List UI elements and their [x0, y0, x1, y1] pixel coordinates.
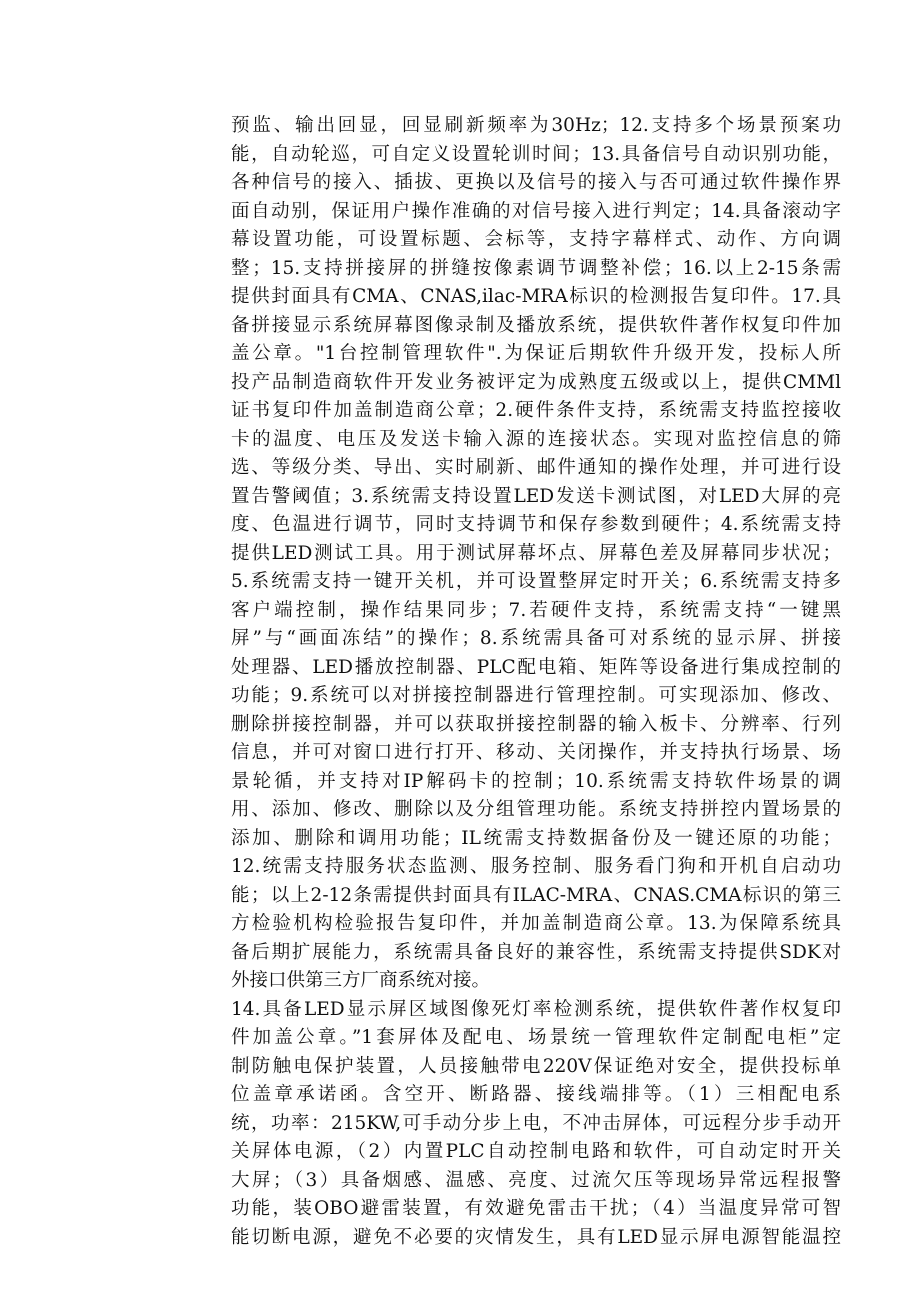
text-line: 方检验机构检验报告复印件，并加盖制造商公章。13.为保障系统具 [231, 913, 841, 934]
text-line: 用、添加、修改、删除以及分组管理功能。系统支持拼控内置场景的 [231, 799, 841, 820]
text-line: 幕设置功能，可设置标题、会标等，支持字幕样式、动作、方向调 [231, 229, 841, 250]
body-text [231, 112, 841, 1252]
text-line: 整；15.支持拼接屏的拼缝按像素调节调整补偿；16.以上2-15条需 [231, 257, 841, 279]
text-line: 添加、删除和调用功能；IL统需支持数据备份及一键还原的功能； [231, 827, 841, 849]
text-line: 盖公章。"1台控制管理软件".为保证后期软件升级开发，投标人所 [231, 343, 841, 364]
text-line: 卡的温度、电压及发送卡输入源的连接状态。实现对监控信息的筛 [231, 428, 841, 450]
text-line: 客户端控制，操作结果同步；7.若硬件支持，系统需支持“一键黑 [231, 599, 841, 621]
text-line: 屏”与“画面冻结”的操作；8.系统需具备可对系统的显示屏、拼接 [231, 628, 841, 649]
text-line: 投产品制造商软件开发业务被评定为成熟度五级或以上，提供CMMl [231, 371, 841, 393]
text-line: 度、色温进行调节，同时支持调节和保存参数到硬件；4.系统需支持 [231, 514, 841, 535]
text-line: 选、等级分类、导出、实时刷新、邮件通知的操作处理，并可进行设 [231, 457, 841, 478]
text-line: 各种信号的接入、插拔、更换以及信号的接入与否可通过软件操作界 [231, 172, 841, 193]
text-line: 置告警阈值；3.系统需支持设置LED发送卡测试图，对LED大屏的亮 [231, 485, 841, 507]
text-line: 12.统需支持服务状态监测、服务控制、服务看门狗和开机自启动功 [231, 856, 841, 877]
text-line: 能切断电源，避免不必要的灾情发生，具有LED显示屏电源智能温控 [231, 1226, 841, 1248]
text-line: 统，功率：215KW,可手动分步上电，不冲击屏体，可远程分步手动开 [231, 1112, 841, 1134]
text-line: 关屏体电源，（2）内置PLC自动控制电路和软件，可自动定时开关 [231, 1141, 841, 1162]
text-line: 提供LED测试工具。用于测试屏幕坏点、屏幕色差及屏幕同步状况； [231, 542, 841, 564]
text-line: 大屏；（3）具备烟感、温感、亮度、过流欠压等现场异常远程报警 [231, 1169, 841, 1191]
text-line: 能；以上2-12条需提供封面具有ILAC-MRA、CNAS.CMA标识的第三 [231, 884, 841, 906]
text-line: 证书复印件加盖制造商公章；2.硬件条件支持，系统需支持监控接收 [231, 400, 841, 421]
text-line: 提供封面具有CMA、CNAS,ilac-MRA标识的检测报告复印件。17.具 [231, 286, 841, 307]
text-line: 备拼接显示系统屏幕图像录制及播放系统，提供软件著作权复印件加 [231, 314, 841, 336]
text-line: 能，自动轮巡，可自定义设置轮训时间；13.具备信号自动识别功能， [231, 143, 841, 165]
text-line: 备后期扩展能力，系统需具备良好的兼容性，系统需支持提供SDK对 [231, 941, 841, 963]
text-line: 5.系统需支持一键开关机，并可设置整屏定时开关；6.系统需支持多 [231, 571, 841, 592]
text-line: 位盖章承诺函。含空开、断路器、接线端排等。（1）三相配电系 [231, 1084, 841, 1105]
text-line: 功能；9.系统可以对拼接控制器进行管理控制。可实现添加、修改、 [231, 685, 841, 706]
text-line: 删除拼接控制器，并可以获取拼接控制器的输入板卡、分辨率、行列 [231, 713, 841, 735]
text-line: 信息，并可对窗口进行打开、移动、关闭操作，并支持执行场景、场 [231, 742, 841, 763]
text-line: 功能，装OBO避雷装置，有效避免雷击干扰；（4）当温度异常可智 [231, 1198, 841, 1219]
text-line: 景轮循，并支持对IP解码卡的控制；10.系统需支持软件场景的调 [231, 770, 841, 792]
text-line: 处理器、LED播放控制器、PLC配电箱、矩阵等设备进行集成控制的 [231, 656, 841, 678]
text-line: 面自动别，保证用户操作准确的对信号接入进行判定；14.具备滚动字 [231, 200, 841, 222]
text-line: 外接口供第三方厂商系统对接。 [231, 970, 491, 991]
text-line: 件加盖公章。”1套屏体及配电、场景统一管理软件定制配电柜”定 [231, 1027, 841, 1048]
text-line: 预监、输出回显，回显刷新频率为30Hz；12.支持多个场景预案功 [231, 115, 841, 136]
text-line: 14.具备LED显示屏区域图像死灯率检测系统，提供软件著作权复印 [231, 998, 841, 1020]
text-line: 制防触电保护装置，人员接触带电220V保证绝对安全，提供投标单 [231, 1055, 841, 1077]
